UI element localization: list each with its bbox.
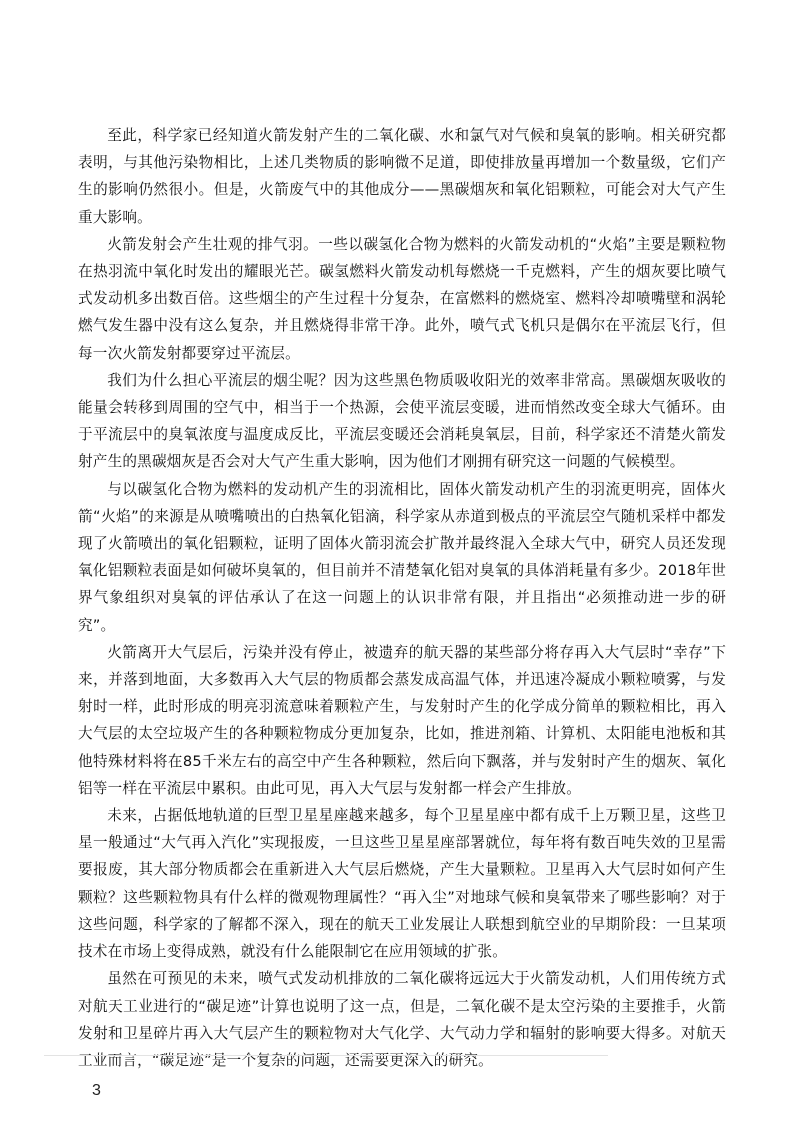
paragraph-7: 虽然在可预见的未来，喷气式发动机排放的二氧化碳将远远大于火箭发动机，人们用传统方式对航天工业进行的“碳足迹”计算也说明了这一点，但是，二氧化碳不是太空污染的主要推手，火箭发射和卫星碎片再入大气层产生的颗粒物对大气化学、大气动力学和辐射的影响要大得多。对航天工业而言，“碳足迹”是一个复杂的问题，还需要更深入的研究。 <box>78 970 726 1069</box>
page-number: 3 <box>92 1082 101 1099</box>
footer-divider <box>44 1055 608 1056</box>
paragraph-3: 我们为什么担心平流层的烟尘呢？因为这些黑色物质吸收阳光的效率非常高。黑碳烟灰吸收的能量会转移到周围的空气中，相当于一个热源，会使平流层变暖，进而悄然改变全球大气循环。由于平流层中的臭氧浓度与温度成反比，平流层变暖还会消耗臭氧层，目前，科学家还不清楚火箭发射产生的黑碳烟灰是否会对大气产生重大影响，因为他们才刚拥有研究这一问题的气候模型。 <box>78 371 726 471</box>
paragraph-2: 火箭发射会产生壮观的排气羽。一些以碳氢化合物为燃料的火箭发动机的“火焰”主要是颗粒物在热羽流中氧化时发出的耀眼光芒。碳氢燃料火箭发动机每燃烧一千克燃料，产生的烟灰要比喷气式发动机多出数百倍。这些烟尘的产生过程十分复杂，在富燃料的燃烧室、燃料冷却喷嘴壁和涡轮燃气发生器中没有这么复杂，并且燃烧得非常干净。此外，喷气式飞机只是偶尔在平流层飞行，但每一次火箭发射都要穿过平流层。 <box>78 235 726 362</box>
paragraph-5: 火箭离开大气层后，污染并没有停止，被遗弃的航天器的某些部分将存再入大气层时“幸存”下来，并落到地面，大多数再入大气层的物质都会蒸发成高温气体，并迅速冷凝成小颗粒喷雾，与发射时一样，此时形成的明亮羽流意味着颗粒产生，与发射时产生的化学成分简单的颗粒相比，再入大气层的太空垃圾产生的各种颗粒物成分更加复杂，比如，推进剂箱、计算机、太阳能电池板和其他特殊材料将在85千米左右的高空中产生各种颗粒，然后向下飘落，并与发射时产生的烟灰、氧化铝等一样在平流层中累积。由此可见，再入大气层与发射都一样会产生排放。 <box>78 643 726 797</box>
paragraph-6: 未来，占据低地轨道的巨型卫星星座越来越多，每个卫星星座中都有成千上万颗卫星，这些卫星一般通过“大气再入汽化”实现报废，一旦这些卫星星座部署就位，每年将有数百吨失效的卫星需要报废，其大部分物质都会在重新进入大气层后燃烧，产生大量颗粒。卫星再入大气层时如何产生颗粒？这些颗粒物具有什么样的微观物理属性？“再入尘”对地球气候和臭氧带来了哪些影响？对于这些问题，科学家的了解都不深入，现在的航天工业发展让人联想到航空业的早期阶段：一旦某项技术在市场上变得成熟，就没有什么能限制它在应用领域的扩张。 <box>78 807 726 961</box>
article-body <box>78 122 726 1074</box>
paragraph-1: 至此，科学家已经知道火箭发射产生的二氧化碳、水和氯气对气候和臭氧的影响。相关研究都表明，与其他污染物相比，上述几类物质的影响微不足道，即使排放量再增加一个数量级，它们产生的影响仍然很小。但是，火箭废气中的其他成分——黑碳烟灰和氧化铝颗粒，可能会对大气产生重大影响。 <box>78 127 726 226</box>
paragraph-4: 与以碳氢化合物为燃料的发动机产生的羽流相比，固体火箭发动机产生的羽流更明亮，固体火箭“火焰”的来源是从喷嘴喷出的白热氧化铝滴，科学家从赤道到极点的平流层空气随机采样中都发现了火箭喷出的氧化铝颗粒，证明了固体火箭羽流会扩散并最终混入全球大气中，研究人员还发现氧化铝颗粒表面是如何破坏臭氧的，但目前并不清楚氧化铝对臭氧的具体消耗量有多少。2018年世界气象组织对臭氧的评估承认了在这一问题上的认识非常有限，并且指出“必须推动进一步的研究”。 <box>78 480 726 634</box>
